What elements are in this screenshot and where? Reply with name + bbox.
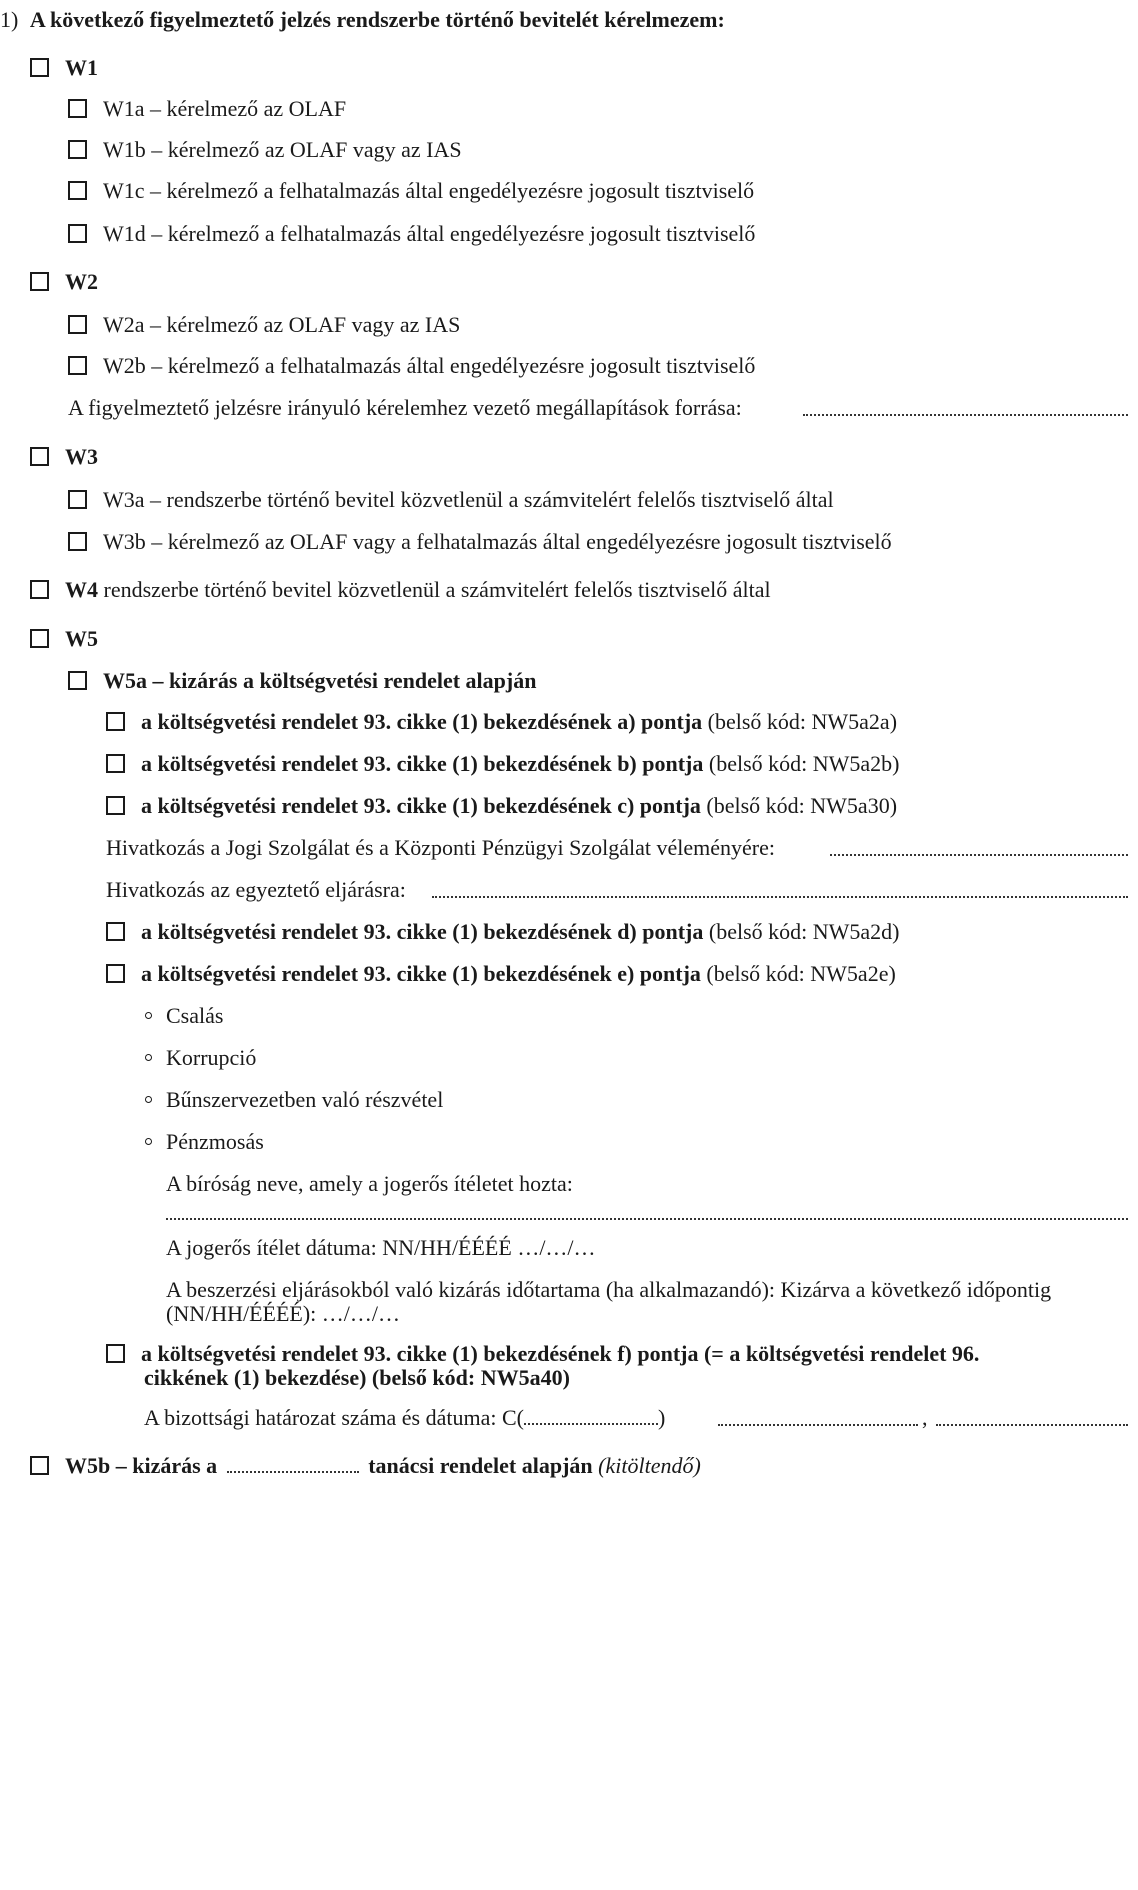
decision-comma: , bbox=[922, 1405, 928, 1430]
w4-text: rendszerbe történő bevitel közvetlenül a számvitelért felelős tisztviselő által bbox=[103, 577, 771, 602]
w2a-checkbox[interactable] bbox=[68, 315, 87, 334]
point-f-checkbox[interactable] bbox=[106, 1344, 125, 1363]
w5b-note: (kitöltendő) bbox=[598, 1453, 701, 1478]
bullet-item bbox=[145, 1002, 223, 1030]
w1a-row[interactable] bbox=[68, 95, 346, 123]
w1b-row[interactable] bbox=[68, 136, 462, 164]
heading-line bbox=[0, 6, 725, 34]
exclusion-line-1: A beszerzési eljárásokból való kizárás időtartama (ha alkalmazandó): Kizárva a következő időpontig bbox=[166, 1277, 1052, 1302]
ref-conciliation-field[interactable] bbox=[432, 896, 1128, 898]
w5-row[interactable] bbox=[30, 625, 98, 653]
point-d-row[interactable] bbox=[106, 918, 900, 946]
w4-checkbox[interactable] bbox=[30, 580, 49, 599]
bullet-item bbox=[145, 1128, 264, 1156]
heading-text: A következő figyelmeztető jelzés rendszerbe történő bevitelét kérelmezem: bbox=[29, 7, 725, 32]
point-b-checkbox[interactable] bbox=[106, 754, 125, 773]
point-c-checkbox[interactable] bbox=[106, 796, 125, 815]
w2b-row[interactable] bbox=[68, 352, 755, 380]
w3a-row[interactable] bbox=[68, 486, 834, 514]
bullet-label: Pénzmosás bbox=[166, 1129, 264, 1154]
w2-source-field[interactable] bbox=[803, 414, 1128, 416]
bullet-icon bbox=[145, 1012, 152, 1019]
w3b-checkbox[interactable] bbox=[68, 532, 87, 551]
decision-extra-field[interactable] bbox=[936, 1424, 1128, 1426]
point-f-line-2: cikkének (1) bekezdése) (belső kód: NW5a40) bbox=[144, 1365, 570, 1390]
w2b-checkbox[interactable] bbox=[68, 356, 87, 375]
point-b-label: a költségvetési rendelet 93. cikke (1) bekezdésének b) pontja bbox=[141, 751, 704, 776]
court-label: A bíróság neve, amely a jogerős ítéletet hozta: bbox=[166, 1171, 573, 1196]
w5b-suffix: tanácsi rendelet alapján bbox=[368, 1453, 593, 1478]
w5-checkbox[interactable] bbox=[30, 629, 49, 648]
w1-label: W1 bbox=[65, 55, 98, 80]
point-c-code: (belső kód: NW5a30) bbox=[706, 793, 898, 818]
bullet-label: Korrupció bbox=[166, 1045, 257, 1070]
w4-row[interactable] bbox=[30, 576, 771, 604]
w1a-label: W1a – kérelmező az OLAF bbox=[103, 96, 347, 121]
bullet-label: Csalás bbox=[166, 1003, 224, 1028]
w1c-label: W1c – kérelmező a felhatalmazás által engedélyezésre jogosult tisztviselő bbox=[103, 178, 755, 203]
w3-label: W3 bbox=[65, 444, 98, 469]
w1d-label: W1d – kérelmező a felhatalmazás által engedélyezésre jogosult tisztviselő bbox=[103, 221, 756, 246]
decision-number-field[interactable] bbox=[524, 1405, 658, 1425]
point-a-checkbox[interactable] bbox=[106, 712, 125, 731]
w5b-prefix: W5b – kizárás a bbox=[65, 1453, 218, 1478]
w3b-row[interactable] bbox=[68, 528, 892, 556]
point-e-code: (belső kód: NW5a2e) bbox=[706, 961, 896, 986]
point-a-code: (belső kód: NW5a2a) bbox=[707, 709, 898, 734]
w3a-checkbox[interactable] bbox=[68, 490, 87, 509]
decision-paren: ) bbox=[657, 1405, 666, 1430]
w5b-checkbox[interactable] bbox=[30, 1456, 49, 1475]
w5a-row[interactable] bbox=[68, 667, 536, 695]
point-e-label: a költségvetési rendelet 93. cikke (1) bekezdésének e) pontja bbox=[141, 961, 701, 986]
point-d-code: (belső kód: NW5a2d) bbox=[708, 919, 900, 944]
w2a-label: W2a – kérelmező az OLAF vagy az IAS bbox=[103, 312, 461, 337]
exclusion-line-2: (NN/HH/ÉÉÉÉ): …/…/… bbox=[166, 1301, 401, 1326]
w1b-label: W1b – kérelmező az OLAF vagy az IAS bbox=[103, 137, 462, 162]
w1c-checkbox[interactable] bbox=[68, 181, 87, 200]
bullet-icon bbox=[145, 1138, 152, 1145]
w3a-label: W3a – rendszerbe történő bevitel közvetlenül a számvitelért felelős tisztviselő által bbox=[103, 487, 834, 512]
point-e-row[interactable] bbox=[106, 960, 896, 988]
w2-checkbox[interactable] bbox=[30, 272, 49, 291]
w1b-checkbox[interactable] bbox=[68, 140, 87, 159]
w1a-checkbox[interactable] bbox=[68, 99, 87, 118]
w1d-checkbox[interactable] bbox=[68, 224, 87, 243]
point-d-checkbox[interactable] bbox=[106, 922, 125, 941]
decision-row bbox=[144, 1404, 665, 1432]
w1c-row[interactable] bbox=[68, 177, 754, 205]
bullet-icon bbox=[145, 1096, 152, 1103]
w2a-row[interactable] bbox=[68, 311, 460, 339]
w1-row[interactable] bbox=[30, 54, 98, 82]
bullet-icon bbox=[145, 1054, 152, 1061]
judgment-date: A jogerős ítélet dátuma: NN/HH/ÉÉÉÉ …/…/… bbox=[166, 1235, 596, 1260]
point-a-label: a költségvetési rendelet 93. cikke (1) bekezdésének a) pontja bbox=[141, 709, 703, 734]
heading-number: 1) bbox=[0, 7, 19, 32]
court-field[interactable] bbox=[166, 1218, 1128, 1220]
w1d-row[interactable] bbox=[68, 220, 755, 248]
point-d-label: a költségvetési rendelet 93. cikke (1) bekezdésének d) pontja bbox=[141, 919, 704, 944]
decision-date-field[interactable] bbox=[718, 1424, 918, 1426]
bullet-label: Bűnszervezetben való részvétel bbox=[166, 1087, 444, 1112]
w5-label: W5 bbox=[65, 626, 98, 651]
w2-row[interactable] bbox=[30, 268, 98, 296]
w5a-checkbox[interactable] bbox=[68, 671, 87, 690]
point-e-checkbox[interactable] bbox=[106, 964, 125, 983]
ref-legal-field[interactable] bbox=[830, 854, 1128, 856]
w5a-label: W5a – kizárás a költségvetési rendelet alapján bbox=[103, 668, 537, 693]
w3-row[interactable] bbox=[30, 443, 98, 471]
bullet-item bbox=[145, 1086, 443, 1114]
bullet-item bbox=[145, 1044, 256, 1072]
point-f-line-1: a költségvetési rendelet 93. cikke (1) bekezdésének f) pontja (= a költségvetési rendelet 96. bbox=[141, 1341, 980, 1366]
w4-label: W4 bbox=[65, 577, 98, 602]
w3b-label: W3b – kérelmező az OLAF vagy a felhatalmazás által engedélyezésre jogosult tisztviselő bbox=[103, 529, 892, 554]
w5b-regulation-field[interactable] bbox=[227, 1453, 359, 1473]
point-b-row[interactable] bbox=[106, 750, 900, 778]
point-c-label: a költségvetési rendelet 93. cikke (1) bekezdésének c) pontja bbox=[141, 793, 701, 818]
w3-checkbox[interactable] bbox=[30, 447, 49, 466]
ref-legal-label: Hivatkozás a Jogi Szolgálat és a Központi Pénzügyi Szolgálat véleményére: bbox=[106, 835, 775, 860]
point-b-code: (belső kód: NW5a2b) bbox=[708, 751, 900, 776]
ref-conciliation-label: Hivatkozás az egyeztető eljárásra: bbox=[106, 877, 406, 902]
point-a-row[interactable] bbox=[106, 708, 897, 736]
w5b-row[interactable] bbox=[30, 1452, 701, 1480]
w2-label: W2 bbox=[65, 269, 98, 294]
w1-checkbox[interactable] bbox=[30, 58, 49, 77]
point-c-row[interactable] bbox=[106, 792, 897, 820]
w2-source-label: A figyelmeztető jelzésre irányuló kérelemhez vezető megállapítások forrása: bbox=[68, 395, 742, 420]
decision-label: A bizottsági határozat száma és dátuma: C( bbox=[144, 1405, 524, 1430]
w2b-label: W2b – kérelmező a felhatalmazás által engedélyezésre jogosult tisztviselő bbox=[103, 353, 756, 378]
